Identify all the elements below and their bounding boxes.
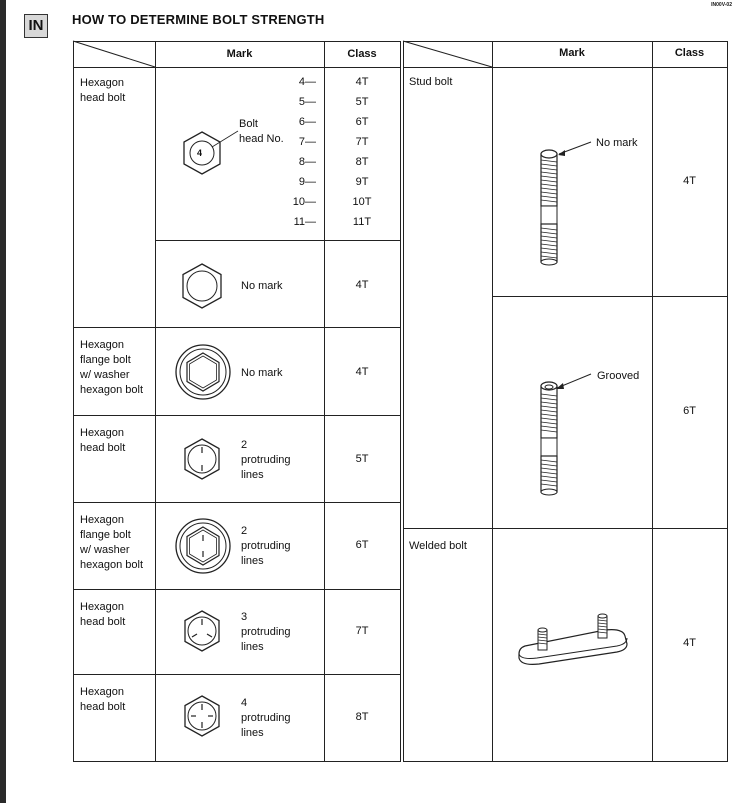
right-mark-header: Mark	[559, 47, 585, 59]
stud-mark-label: No mark	[596, 137, 638, 149]
flange-bolt-plain-icon	[175, 344, 231, 400]
bolt-type-hexagon-head: Hexagon head bolt	[80, 77, 126, 104]
head-number-item: 6—	[298, 116, 316, 128]
class-value: 8T	[355, 711, 369, 723]
class-value: 6T	[355, 539, 369, 551]
mark-description: No mark	[241, 280, 283, 292]
mark-description: 2 protruding lines	[241, 525, 291, 567]
header-diagonal	[403, 41, 492, 67]
head-number-item: 11—	[293, 216, 316, 228]
page-title: HOW TO DETERMINE BOLT STRENGTH	[72, 12, 325, 27]
welded-bolt-drawing	[515, 612, 635, 670]
mark-description: 4 protruding lines	[241, 697, 291, 739]
hexagon-4-lines-icon	[183, 695, 221, 737]
bolt-type-hexagon-head: Hexagon head bolt	[80, 601, 126, 628]
head-number-item: 5—	[298, 96, 316, 108]
class-value: 5T	[355, 96, 369, 108]
bolt-type-hexagon-head: Hexagon head bolt	[80, 427, 126, 454]
head-number-item: 9—	[298, 176, 316, 188]
bolt-type-hexagon-head: Hexagon head bolt	[80, 686, 126, 713]
bolt-head-label: Bolt head No.	[239, 118, 284, 145]
head-number-item: 8—	[298, 156, 316, 168]
page-code: IN00V-02	[711, 2, 732, 8]
stud-bolt-no-mark-drawing	[535, 148, 625, 266]
bolt-type-welded: Welded bolt	[409, 540, 467, 552]
hexagon-3-lines-icon	[183, 610, 221, 652]
right-class-header: Class	[674, 47, 705, 59]
section-badge: IN	[24, 14, 48, 38]
stud-mark-label: Grooved	[597, 370, 640, 382]
bolt-type-flange: Hexagon flange bolt w/ washer hexagon bolt	[80, 339, 143, 396]
mark-description: 3 protruding lines	[241, 611, 291, 653]
head-number-item: 7—	[298, 136, 316, 148]
class-value: 4T	[683, 175, 696, 187]
mark-description: 2 protruding lines	[241, 439, 291, 481]
left-mark-header: Mark	[226, 48, 253, 60]
left-class-header: Class	[347, 48, 377, 60]
bolt-type-stud: Stud bolt	[409, 76, 453, 88]
class-value: 5T	[355, 453, 369, 465]
class-value: 7T	[355, 136, 369, 148]
class-value: 4T	[355, 76, 369, 88]
flange-bolt-2-lines-icon	[175, 518, 231, 574]
head-number-item: 10—	[292, 196, 316, 208]
class-value: 4T	[355, 279, 369, 291]
class-value: 4T	[683, 637, 696, 649]
class-value: 11T	[352, 216, 372, 228]
header-diagonal	[73, 41, 155, 67]
page-edge	[0, 0, 6, 803]
mark-description: No mark	[241, 367, 283, 379]
class-value: 7T	[355, 625, 369, 637]
stud-bolt-grooved-drawing	[535, 380, 625, 498]
class-value: 4T	[355, 366, 369, 378]
hexagon-head-plain-icon	[181, 263, 223, 309]
head-number: 4	[197, 148, 203, 158]
head-number-item: 4—	[298, 76, 316, 88]
class-value: 9T	[355, 176, 369, 188]
hexagon-2-lines-icon	[183, 438, 221, 480]
class-value: 10T	[352, 196, 372, 208]
bolt-type-flange: Hexagon flange bolt w/ washer hexagon bolt	[80, 514, 143, 571]
class-value: 6T	[683, 405, 696, 417]
class-value: 6T	[355, 116, 369, 128]
class-value: 8T	[355, 156, 369, 168]
